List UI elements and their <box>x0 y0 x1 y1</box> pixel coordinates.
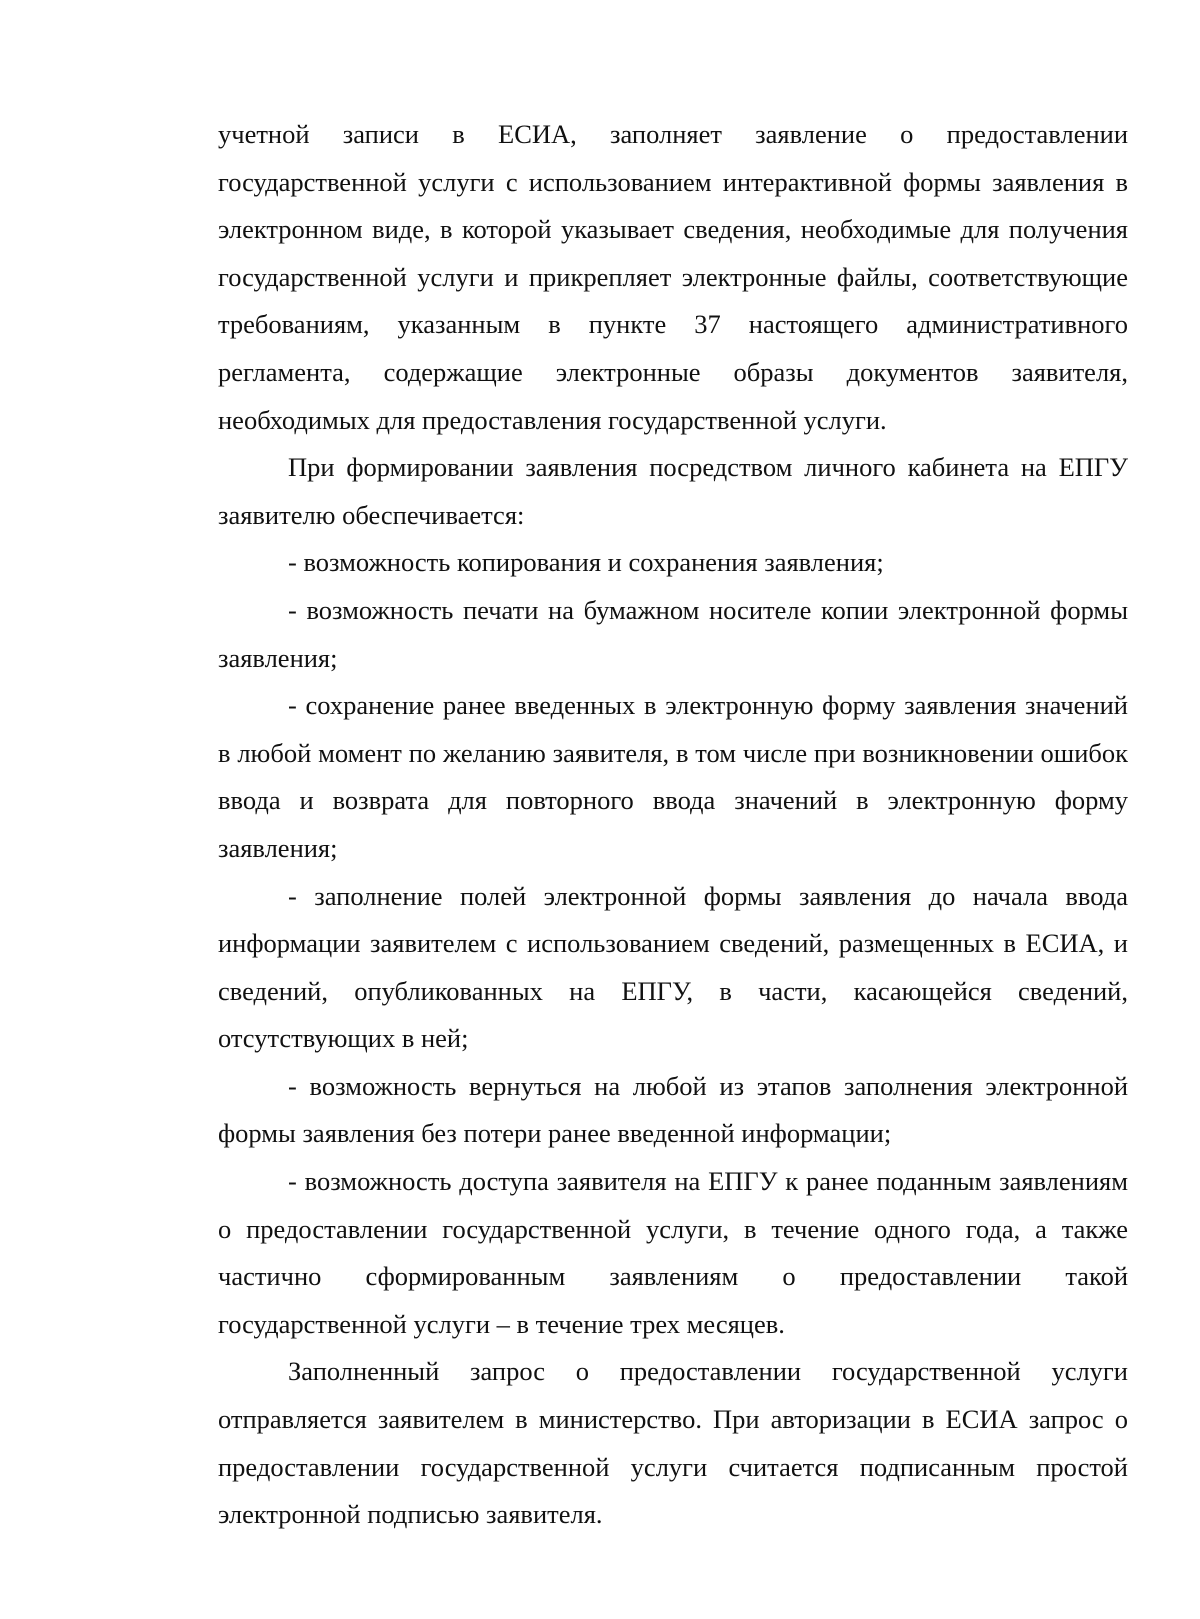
list-item-return-step: - возможность вернуться на любой из этапов заполнения электронной формы заявления без потери ранее введенной информации; <box>218 1070 1128 1149</box>
list-item-print: - возможность печати на бумажном носителе копии электронной формы заявления; <box>218 594 1128 673</box>
paragraph-request-submission: Заполненный запрос о предоставлении государственной услуги отправляется заявителем в министерство. При авторизации в ЕСИА запрос о предоставлении государственной услуги считается подписанным простой электронной подписью заявителя. <box>218 1356 1128 1530</box>
list-item-access-history: - возможность доступа заявителя на ЕПГУ к ранее поданным заявлениям о предоставлении государственной услуги, в течение одного года, а также частично сформированным заявлениям о предоставлении такой государственной услуги – в течение трех месяцев. <box>218 1166 1128 1339</box>
paragraph-epgu-provisions-intro: При формировании заявления посредством личного кабинета на ЕПГУ заявителю обеспечивается: <box>218 452 1128 530</box>
list-item-save-values: - сохранение ранее введенных в электронную форму заявления значений в любой момент по желанию заявителя, в том числе при возникновении ошибок ввода и возврата для повторного ввода значений в электронную форму заявления; <box>218 690 1128 863</box>
list-item-autofill: - заполнение полей электронной формы заявления до начала ввода информации заявителем с использованием сведений, размещенных в ЕСИА, и сведений, опубликованных на ЕПГУ, в части, касающейся сведений, отсутствующих в ней; <box>218 880 1128 1054</box>
document-body <box>218 111 1128 1539</box>
list-item-copy-save: - возможность копирования и сохранения заявления; <box>288 547 884 578</box>
paragraph-application-form: учетной записи в ЕСИА, заполняет заявление о предоставлении государственной услуги с использованием интерактивной формы заявления в электронном виде, в которой указывает сведения, необходимые для получения государственной услуги и прикрепляет электронные файлы, соответствующие требованиям, указанным в пункте 37 настоящего административного регламента, содержащие электронные образы документов заявителя, необходимых для предоставления государственной услуги. <box>218 119 1128 435</box>
